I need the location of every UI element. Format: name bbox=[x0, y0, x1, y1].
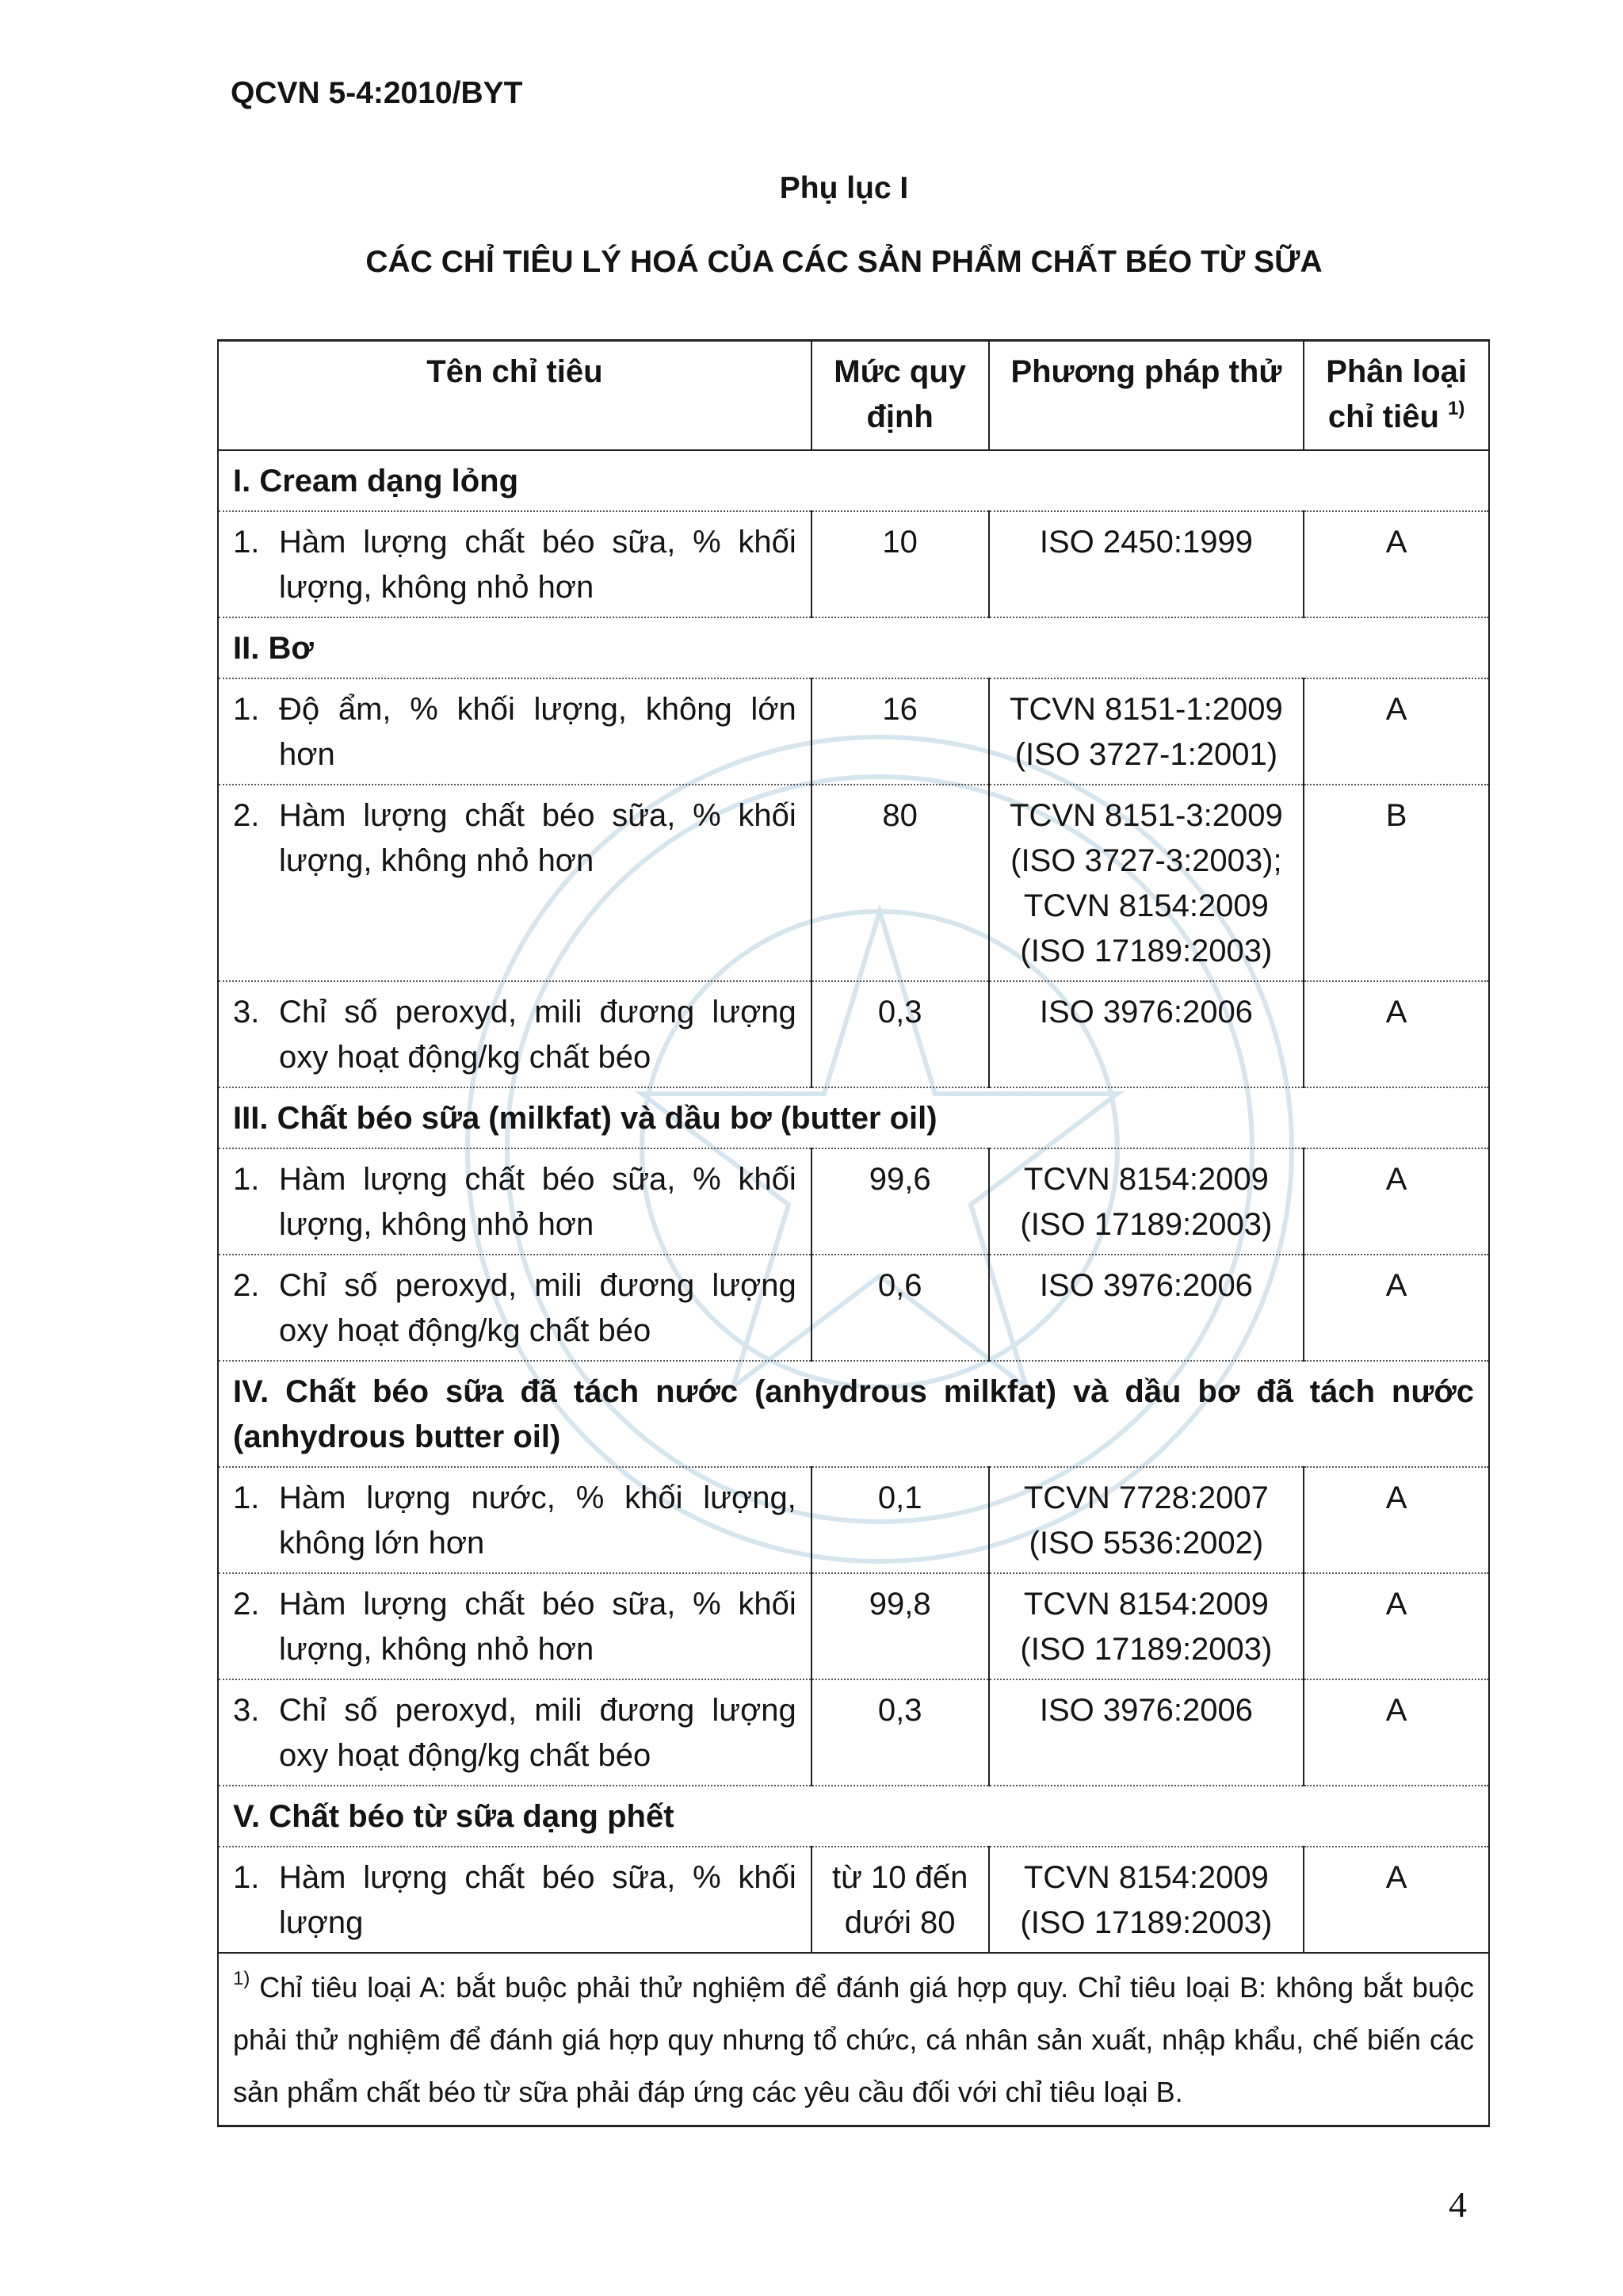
table-row bbox=[218, 1148, 1489, 1255]
criterion-name: Hàm lượng chất béo sữa, % khối lượng, không nhỏ hơn bbox=[279, 1162, 796, 1242]
class-cell: B bbox=[1304, 785, 1489, 981]
criterion-number: 1. bbox=[233, 692, 260, 727]
criterion-number: 2. bbox=[233, 1587, 260, 1622]
method-cell: TCVN 8154:2009 (ISO 17189:2003) bbox=[989, 1573, 1304, 1679]
table-row bbox=[218, 1847, 1489, 1953]
footnote bbox=[218, 1953, 1489, 2126]
class-cell: A bbox=[1304, 1148, 1489, 1255]
header-name: Tên chỉ tiêu bbox=[218, 341, 812, 451]
criterion-name: Độ ẩm, % khối lượng, không lớn hơn bbox=[279, 692, 796, 772]
criterion-cell bbox=[218, 1573, 812, 1679]
level-cell: 80 bbox=[812, 785, 989, 981]
level-cell: 99,6 bbox=[812, 1148, 989, 1255]
section-row bbox=[218, 617, 1489, 678]
section-title: IV. Chất béo sữa đã tách nước (anhydrous milkfat) và dầu bơ đã tách nước (anhydrous butter oil) bbox=[218, 1361, 1489, 1467]
criterion-name: Hàm lượng nước, % khối lượng, không lớn hơn bbox=[279, 1480, 796, 1561]
class-cell: A bbox=[1304, 678, 1489, 785]
class-cell: A bbox=[1304, 1847, 1489, 1953]
method-cell: TCVN 8154:2009 (ISO 17189:2003) bbox=[989, 1847, 1304, 1953]
method-cell: TCVN 7728:2007 (ISO 5536:2002) bbox=[989, 1467, 1304, 1573]
criterion-cell bbox=[218, 678, 812, 785]
header-class-note: 1) bbox=[1448, 398, 1465, 419]
appendix-label: Phụ lục I bbox=[779, 171, 909, 205]
class-cell: A bbox=[1304, 1467, 1489, 1573]
table-row bbox=[218, 511, 1489, 617]
criterion-name: Hàm lượng chất béo sữa, % khối lượng, không nhỏ hơn bbox=[279, 1587, 796, 1667]
level-cell: 99,8 bbox=[812, 1573, 989, 1679]
level-cell: 0,3 bbox=[812, 981, 989, 1087]
method-cell: ISO 2450:1999 bbox=[989, 511, 1304, 617]
page-title: CÁC CHỈ TIÊU LÝ HOÁ CỦA CÁC SẢN PHẨM CHẤT BÉO TỪ SỮA bbox=[365, 245, 1323, 279]
level-cell: 10 bbox=[812, 511, 989, 617]
document-code: QCVN 5-4:2010/BYT bbox=[231, 76, 523, 110]
method-cell: TCVN 8151-1:2009 (ISO 3727-1:2001) bbox=[989, 678, 1304, 785]
section-row bbox=[218, 1361, 1489, 1467]
section-row bbox=[218, 1087, 1489, 1148]
criterion-name: Hàm lượng chất béo sữa, % khối lượng bbox=[279, 1860, 796, 1940]
table-row bbox=[218, 1679, 1489, 1786]
page-number: 4 bbox=[1449, 2184, 1467, 2225]
criterion-name: Chỉ số peroxyd, mili đương lượng oxy hoạt động/kg chất béo bbox=[279, 1693, 796, 1773]
criterion-number: 3. bbox=[233, 1693, 260, 1728]
criterion-number: 2. bbox=[233, 1268, 260, 1303]
class-cell: A bbox=[1304, 1573, 1489, 1679]
method-cell: TCVN 8151-3:2009 (ISO 3727-3:2003); TCVN 8154:2009 (ISO 17189:2003) bbox=[989, 785, 1304, 981]
criterion-cell bbox=[218, 981, 812, 1087]
section-row bbox=[218, 1786, 1489, 1847]
method-cell: TCVN 8154:2009 (ISO 17189:2003) bbox=[989, 1148, 1304, 1255]
class-cell: A bbox=[1304, 981, 1489, 1087]
criterion-cell bbox=[218, 785, 812, 981]
table-row bbox=[218, 1467, 1489, 1573]
class-cell: A bbox=[1304, 1679, 1489, 1786]
criterion-name: Hàm lượng chất béo sữa, % khối lượng, không nhỏ hơn bbox=[279, 798, 796, 878]
level-cell: 0,1 bbox=[812, 1467, 989, 1573]
table-row bbox=[218, 1255, 1489, 1361]
criterion-name: Hàm lượng chất béo sữa, % khối lượng, không nhỏ hơn bbox=[279, 525, 796, 605]
table-row bbox=[218, 678, 1489, 785]
footnote-mark: 1) bbox=[233, 1968, 250, 1989]
table-row bbox=[218, 1573, 1489, 1679]
level-cell: từ 10 đến dưới 80 bbox=[812, 1847, 989, 1953]
header-level: Mức quy định bbox=[812, 341, 989, 451]
method-cell: ISO 3976:2006 bbox=[989, 981, 1304, 1087]
section-title: II. Bơ bbox=[218, 617, 1489, 678]
criterion-cell bbox=[218, 1467, 812, 1573]
criterion-number: 1. bbox=[233, 1480, 260, 1515]
section-title: I. Cream dạng lỏng bbox=[218, 450, 1489, 511]
header-class-label: Phân loại chỉ tiêu bbox=[1326, 354, 1468, 434]
section-title: III. Chất béo sữa (milkfat) và dầu bơ (butter oil) bbox=[218, 1087, 1489, 1148]
table-row bbox=[218, 981, 1489, 1087]
header-class bbox=[1304, 341, 1489, 451]
criterion-cell bbox=[218, 1847, 812, 1953]
class-cell: A bbox=[1304, 1255, 1489, 1361]
section-row bbox=[218, 450, 1489, 511]
footnote-text: Chỉ tiêu loại A: bắt buộc phải thử nghiệm để đánh giá hợp quy. Chỉ tiêu loại B: không bắt buộc phải thử nghiệm để đánh giá hợp quy nhưng tổ chức, cá nhân sản xuất, nhập khẩu, chế biến các sản phẩm chất béo từ sữa phải đáp ứng các yêu cầu đối với chỉ tiêu loại B. bbox=[233, 1971, 1474, 2108]
criterion-cell bbox=[218, 511, 812, 617]
class-cell: A bbox=[1304, 511, 1489, 617]
criterion-number: 1. bbox=[233, 1162, 260, 1197]
criterion-name: Chỉ số peroxyd, mili đương lượng oxy hoạt động/kg chất béo bbox=[279, 1268, 796, 1348]
criterion-cell bbox=[218, 1148, 812, 1255]
criterion-number: 2. bbox=[233, 798, 260, 833]
method-cell: ISO 3976:2006 bbox=[989, 1255, 1304, 1361]
criterion-number: 1. bbox=[233, 1860, 260, 1895]
section-title: V. Chất béo từ sữa dạng phết bbox=[218, 1786, 1489, 1847]
method-cell: ISO 3976:2006 bbox=[989, 1679, 1304, 1786]
level-cell: 16 bbox=[812, 678, 989, 785]
table-header-row bbox=[218, 341, 1489, 451]
level-cell: 0,6 bbox=[812, 1255, 989, 1361]
specification-table bbox=[217, 339, 1490, 2127]
criterion-number: 3. bbox=[233, 995, 260, 1030]
criterion-name: Chỉ số peroxyd, mili đương lượng oxy hoạt động/kg chất béo bbox=[279, 995, 796, 1075]
header-method: Phương pháp thử bbox=[989, 341, 1304, 451]
criterion-cell bbox=[218, 1679, 812, 1786]
level-cell: 0,3 bbox=[812, 1679, 989, 1786]
table-row bbox=[218, 785, 1489, 981]
criterion-number: 1. bbox=[233, 525, 260, 560]
criterion-cell bbox=[218, 1255, 812, 1361]
footnote-row bbox=[218, 1953, 1489, 2126]
